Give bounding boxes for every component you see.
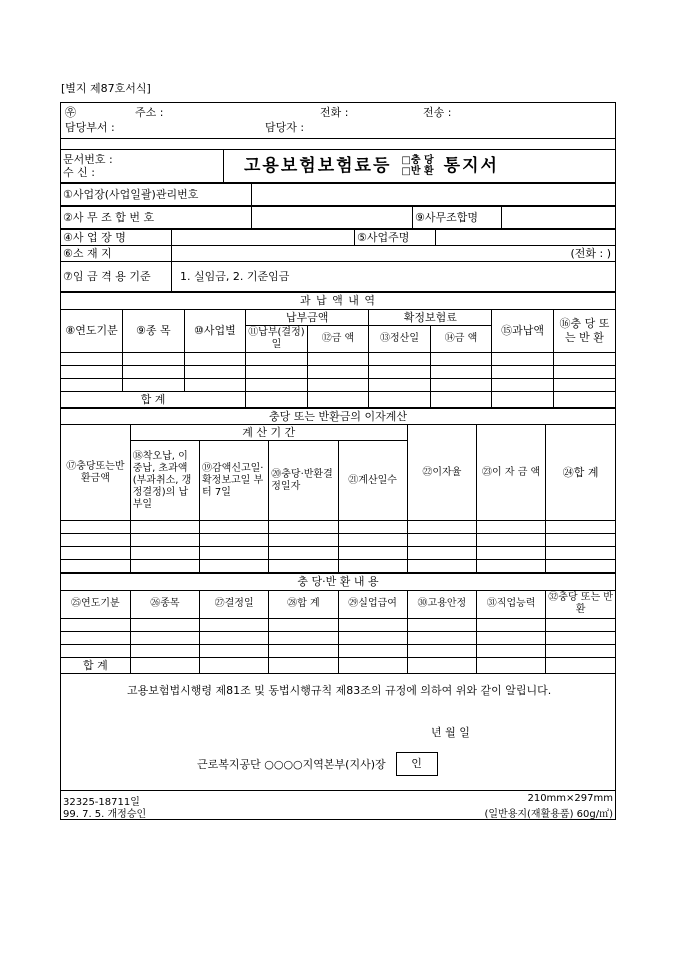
col-r-type: ㉖종목 — [130, 590, 199, 618]
assoc-no-boxes — [252, 207, 413, 229]
col-sum: ㉔합 계 — [546, 425, 615, 521]
interest-table — [61, 408, 615, 573]
col-conf-amount: ⑭금 액 — [430, 325, 492, 352]
field-biz-name: ④사 업 장 명 — [61, 230, 172, 246]
owner-value — [436, 230, 616, 246]
field-assoc-no: ②사 무 조 합 번 호 — [61, 207, 252, 229]
col-decision-day: ⑳충당·반환결정일자 — [269, 441, 338, 521]
header-mark: ㉾ — [65, 105, 76, 119]
col-settle-date: ⑬정산일 — [369, 325, 431, 352]
overpaid-title: 과 납 액 내 역 — [61, 293, 615, 309]
field-owner: ⑤사업주명 — [355, 230, 436, 246]
overpaid-total: 합 계 — [61, 391, 246, 407]
interest-title: 충당 또는 반환금의 이자계산 — [61, 408, 615, 424]
col-r-unemp: ㉙실업급여 — [338, 590, 407, 618]
date-line: 년 월 일 — [431, 725, 470, 739]
col-r-stability: ㉚고용안정 — [407, 590, 476, 618]
col-days: ㉑계산일수 — [338, 441, 407, 521]
table-row — [61, 618, 615, 631]
col-r-decision: ㉗결정일 — [200, 590, 269, 618]
paper-type: (일반용지(재활용품) 60g/㎡) — [484, 809, 613, 820]
field-assoc-name: ⑨사무조합명 — [413, 207, 502, 229]
col-confirmed: 확정보험료 — [369, 309, 492, 325]
col-period: 계 산 기 간 — [130, 425, 407, 441]
table-row — [61, 365, 615, 378]
assoc-name-value — [502, 207, 616, 229]
col-overpaid: ⑮과납액 — [492, 309, 554, 352]
dept-label: 담당부서 : — [65, 120, 115, 134]
col-paid-date: ⑪납부(결정)일 — [246, 325, 308, 352]
fax-label: 전송 : — [423, 105, 452, 119]
doc-no-label: 문서번호 : — [63, 152, 113, 166]
field-mgmt-no: ①사업장(사업일괄)관리번호 — [61, 184, 252, 206]
col-type: ⑨종 목 — [123, 309, 185, 352]
table-row — [61, 352, 615, 365]
form-code-1: 32325-18711일 — [63, 797, 140, 808]
doc-title-end: 통지서 — [443, 155, 499, 176]
col-r-vocational: ㉛직업능력 — [477, 590, 546, 618]
location-phone: (전화 : ) — [172, 246, 616, 262]
person-label: 담당자 : — [265, 120, 305, 134]
mgmt-no-boxes — [252, 184, 616, 206]
col-r-year: ㉕연도기분 — [61, 590, 130, 618]
table-row — [61, 378, 615, 391]
paper-size: 210mm×297mm — [527, 793, 613, 804]
option-offset: □충 당 — [401, 155, 434, 166]
col-paid-amount: ⑫금 액 — [307, 325, 369, 352]
col-refund-amount: ⑰충당또는반환금액 — [61, 425, 130, 521]
statement-text: 고용보험법시행령 제81조 및 동법시행규칙 제83조의 규정에 의하여 위와 같이 알립니다. — [127, 683, 552, 697]
col-refund: ⑯충 당 또는 반 환 — [553, 309, 615, 352]
seal-box: 인 — [396, 752, 438, 776]
refund-total: 합 계 — [61, 657, 130, 673]
overpaid-table — [61, 292, 615, 408]
header-block — [61, 103, 615, 139]
address-label: 주소 : — [135, 105, 164, 119]
col-year: ⑧연도기분 — [61, 309, 123, 352]
col-interest: ㉓이 자 금 액 — [477, 425, 546, 521]
form-code: [별지 제87호서식] — [61, 82, 151, 95]
doc-title: 고용보험보험료등 — [244, 155, 392, 176]
refund-table — [61, 573, 615, 673]
table-row — [61, 534, 615, 547]
phone-label: 전화 : — [320, 105, 349, 119]
biz-name-value — [172, 230, 355, 246]
refund-title: 충 당·반 환 내 용 — [61, 574, 615, 590]
col-biz: ⑩사업별 — [184, 309, 246, 352]
issuer-name: 근로복지공단 ○○○○지역본부(지사)장 — [197, 757, 386, 771]
table-row — [61, 644, 615, 657]
field-wage-basis: ⑦임 금 격 용 기준 — [61, 262, 172, 292]
option-refund: □반 환 — [401, 166, 434, 177]
notice-form — [60, 102, 616, 820]
col-rate: ㉒이자율 — [407, 425, 476, 521]
field-location: ⑥소 재 지 — [61, 246, 172, 262]
col-r-sum: ㉘합 계 — [269, 590, 338, 618]
statement-block — [61, 674, 615, 774]
wage-basis-value: 1. 실임금, 2. 기준임금 — [172, 262, 616, 292]
col-r-refund: ㉜충당 또는 반환 — [546, 590, 615, 618]
table-row — [61, 521, 615, 534]
form-code-2: 99. 7. 5. 개정승인 — [63, 809, 147, 820]
table-row — [61, 547, 615, 560]
fields-block — [61, 183, 615, 206]
form-footer — [61, 790, 615, 819]
recipient-label: 수 신 : — [63, 166, 95, 179]
table-row — [61, 560, 615, 573]
col-paid-day: ⑱착오납, 이중납, 초과액(부과취소, 갱정결정)의 납부일 — [130, 441, 199, 521]
table-row — [61, 631, 615, 644]
title-block — [61, 149, 615, 183]
col-paid: 납부금액 — [246, 309, 369, 325]
col-report-day: ⑲감액신고일·확정보고일 부터 7일 — [200, 441, 269, 521]
